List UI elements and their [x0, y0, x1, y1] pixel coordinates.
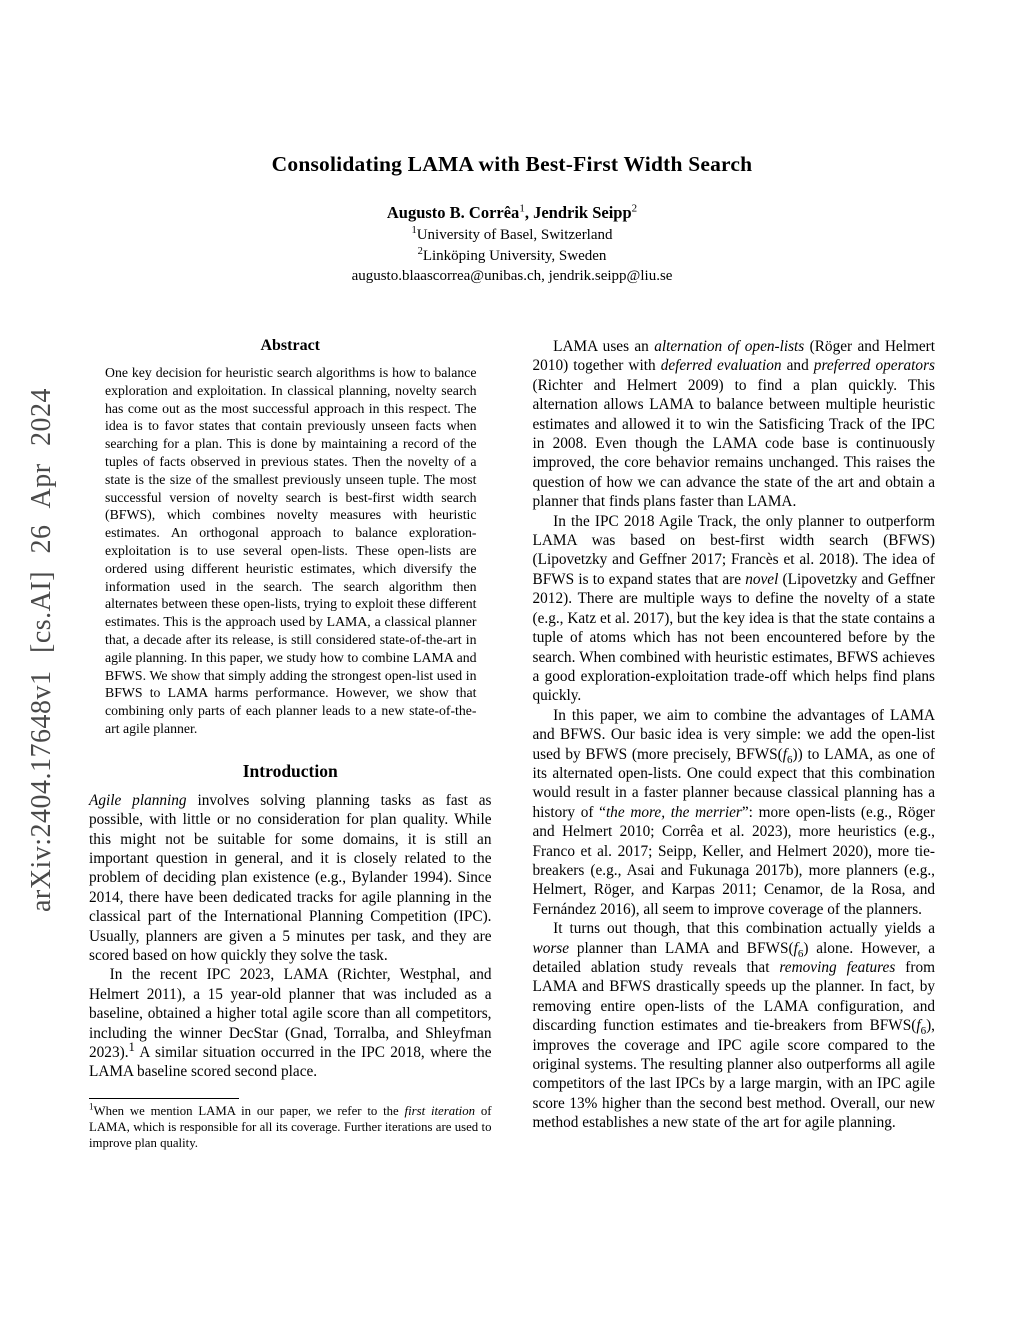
body-paragraph: LAMA uses an alternation of open-lists (Röger and Helmert 2010) together with deferred evaluation and preferred operators (Richter and Helmert 2009) to find a plan quickly. This alternation allows LAMA to balance between multiple heuristic estimates and allowed it to win the Satisficing Track of the IPC in 2008. Even though the LAMA code base is continuously improved, the core behavior remains unchanged. This raises the question of how we can advance the state of the art and obtain a planner that finds plans faster than LAMA.: [532, 338, 936, 511]
affiliation-2: $^2$Linköping University, Sweden: [417, 246, 607, 264]
author-emails: augusto.blaascorrea@unibas.ch, jendrik.seipp@liu.se: [351, 268, 673, 284]
footnote-text: $^1$When we mention LAMA in our paper, we refer to the first iteration of LAMA, which is responsible for all its coverage. Further iterations are used to improve plan quality.: [89, 1101, 492, 1150]
left-column: [89, 337, 492, 1152]
footnote-block: [89, 1098, 492, 1152]
right-column: [533, 337, 936, 1152]
paper-title: Consolidating LAMA with Best-First Width Search: [271, 152, 753, 176]
affiliation-1: $^1$University of Basel, Switzerland: [411, 225, 613, 243]
authors-line: Augusto B. Corrêa$^1$, Jendrik Seipp$^2$: [386, 202, 638, 222]
two-column-body: [89, 337, 935, 1152]
abstract-heading: Abstract: [260, 337, 321, 354]
abstract-text: One key decision for heuristic search algorithms is how to balance exploration and exploitation. In classical planning, novelty search has come out as the most successful approach in this respect. The idea is to favor states that contain previously unseen facts when searching for a plan. This is done by maintaining a record of the tuples of facts observed in previous states. Then the novelty of a state is the size of the smallest previously unseen tuple. The most successful version of novelty search is best-first width search (BFWS), which combines novelty measures with heuristic estimates. An orthogonal approach to balance exploration-exploitation is to use several open-lists. These open-lists are ordered using different heuristic estimates, which diversify the information used in the search. The search algorithm then alternates between these open-lists, trying to exploit these different estimates. This is the approach used by LAMA, a classical planner that, a decade after its release, is still considered state-of-the-art in agile planning. In this paper, we study how to combine LAMA and BFWS. We show that simply adding the strongest open-list used in BFWS to LAMA harms performance. However, we show that combining only parts of each planner leads to a new state-of-the-art agile planner.: [105, 365, 477, 736]
introduction-heading: Introduction: [242, 760, 338, 781]
footnote-rule: [89, 1098, 239, 1099]
paper-header: [0, 0, 1024, 285]
introduction-paragraph: Agile planning involves solving planning tasks as fast as possible, with little or no consideration for plan quality. While this might not be suitable for some domains, it is still an important question in general, and it is closely related to the problem of deciding plan existence (e.g., Bylander 1994). Since 2014, there have been dedicated tracks for agile planning in the classical part of the International Planning Competition (IPC). Usually, planners are given a 5 minutes per task, and they are scored based on how quickly they solve the task.: [89, 791, 492, 964]
body-paragraph: It turns out though, that this combination actually yields a worse planner than LAMA and $BFWS(f_6)$ alone. However, a detailed ablation study reveals that removing features from LAMA and BFWS drastically speeds up the planner. In fact, by removing entire open-lists of the LAMA configuration, and discarding function estimates and tie-breakers from $BFWS(f_6)$, improves the coverage and IPC agile score compared to the original systems. The resulting planner also outperforms all agile competitors of the last IPCs by a large margin, with an IPC agile score 13% higher than the second best method. Overall, our new method establishes a new state of the art for agile planning.: [532, 920, 935, 1132]
body-paragraph: In the IPC 2018 Agile Track, the only planner to outperform LAMA was based on best-first width search (BFWS) (Lipovetzky and Geffner 2017; Francès et al. 2018). The idea of BFWS is to expand states that are novel (Lipovetzky and Geffner 2012). There are multiple ways to define the novelty of a state (e.g., Katz et al. 2017), but the key idea is that the state contains a tuple of atoms which has not been encountered before by the search. When combined with heuristic estimates, BFWS achieves a good exploration-exploitation trade-off which helps find plans quickly.: [532, 512, 935, 705]
arxiv-watermark: arXiv:2404.17648v1 [cs.AI] 26 Apr 2024: [26, 387, 57, 913]
introduction-paragraph: In the recent IPC 2023, LAMA (Richter, Westphal, and Helmert 2011), a 15 year-old planner that was included as a baseline, obtained a higher total agile score than all competitors, including the winner DecStar (Gnad, Torralba, and Shleyfman 2023).$^1$ A similar situation occurred in the IPC 2018, where the LAMA baseline scored second place.: [89, 966, 492, 1081]
body-paragraph: In this paper, we aim to combine the advantages of LAMA and BFWS. Our basic idea is very simple: we add the open-list used by BFWS (more precisely, $BFWS(f_6)$) to LAMA, as one of its alternated open-lists. One could expect that this combination would result in a faster planner because classical planning has a history of “the more, the merrier”: more open-lists (e.g., Röger and Helmert 2010; Corrêa et al. 2023), more heuristics (e.g., Franco et al. 2017; Seipp, Keller, and Helmert 2020), more tie-breakers (e.g., Asai and Fukunaga 2017b), more planners (e.g., Helmert, Röger, and Karpas 2011; Cenamor, de la Rosa, and Fernández 2016), all seem to improve coverage of the planners.: [532, 706, 936, 918]
